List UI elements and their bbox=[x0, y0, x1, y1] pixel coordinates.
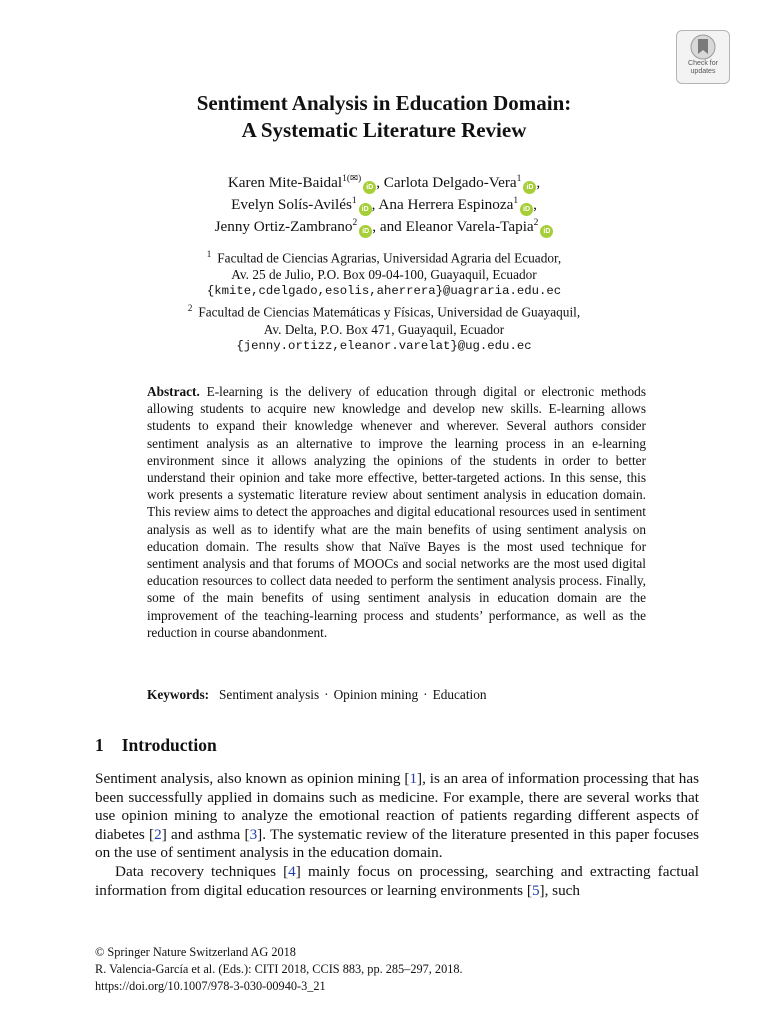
affiliation-1-line-1: $^1$ Facultad de Ciencias Agrarias, Universidad Agraria del Ecuador, bbox=[206, 249, 562, 266]
abstract-label: Abstract. bbox=[147, 384, 200, 399]
body-text bbox=[95, 770, 699, 900]
affiliation-marker: 1 bbox=[206, 249, 212, 259]
orcid-icon[interactable]: iD bbox=[363, 181, 376, 194]
keyword-item: Opinion mining bbox=[333, 687, 419, 702]
affiliations bbox=[0, 246, 768, 355]
badge-label-line2: updates bbox=[690, 68, 716, 75]
author-name: Eleanor Varela-Tapia bbox=[405, 218, 534, 235]
author-name: Karen Mite-Baidal bbox=[227, 174, 343, 191]
orcid-icon[interactable]: iD bbox=[520, 203, 533, 216]
author-name: Carlota Delgado-Vera bbox=[383, 174, 517, 191]
envelope-icon: ✉ bbox=[350, 173, 359, 184]
title-line-2: A Systematic Literature Review bbox=[241, 118, 527, 142]
check-for-updates-badge[interactable] bbox=[676, 30, 730, 84]
orcid-icon[interactable]: iD bbox=[359, 203, 372, 216]
author-affiliation-marker: 2 bbox=[533, 217, 539, 228]
doi-link[interactable]: https://doi.org/10.1007/978-3-030-00940-3_21 bbox=[95, 979, 326, 993]
abstract bbox=[147, 383, 646, 641]
affiliation-1-email[interactable]: {kmite,cdelgado,esolis,aherrera}@uagraria.edu.ec bbox=[206, 284, 562, 299]
citation-line: R. Valencia-García et al. (Eds.): CITI 2018, CCIS 883, pp. 285–297, 2018. bbox=[95, 962, 463, 976]
author-list bbox=[0, 172, 768, 238]
orcid-icon[interactable]: iD bbox=[359, 225, 372, 238]
section-heading bbox=[95, 734, 217, 756]
bookmark-icon bbox=[690, 34, 716, 60]
paper-title bbox=[0, 90, 768, 144]
keyword-item: Sentiment analysis bbox=[219, 687, 320, 702]
paragraph: Data recovery techniques [4] mainly focus on processing, searching and extracting factual information from digital education resources or learning environments [5], such bbox=[95, 862, 699, 899]
author-affiliation-marker: 2 bbox=[352, 217, 358, 228]
affiliation-2-email[interactable]: {jenny.ortizz,eleanor.varelat}@ug.edu.ec bbox=[236, 338, 532, 353]
author-line-1: Karen Mite-Baidal$^{1(✉)}$iD , Carlota Delgado-Vera$^1$iD , bbox=[0, 172, 768, 194]
citation-link[interactable]: 5 bbox=[531, 881, 540, 899]
affiliation-2-line-2: Av. Delta, P.O. Box 471, Guayaquil, Ecuador bbox=[263, 321, 505, 337]
title-line-1: Sentiment Analysis in Education Domain: bbox=[196, 91, 572, 115]
copyright-footer bbox=[95, 944, 463, 995]
affiliation-2-line-1: $^2$ Facultad de Ciencias Matemáticas y Físicas, Universidad de Guayaquil, bbox=[187, 303, 581, 320]
keywords bbox=[147, 686, 646, 703]
author-name: Jenny Ortiz-Zambrano bbox=[214, 218, 353, 235]
author-affiliation-marker: 1(✉) bbox=[342, 173, 362, 184]
author-affiliation-marker: 1 bbox=[351, 195, 357, 206]
author-affiliation-marker: 1 bbox=[516, 173, 522, 184]
abstract-text: E-learning is the delivery of education through digital or electronic methods allowing students to acquire new knowledge and develop new skills. E-learning allows students to expand their knowledge whenever and wherever. Several authors consider sentiment analysis as an alternative to improve the learning process in an e-learning environment since it allows analyzing the opinions of the students in order to better understand their opinion and take more effective, better-targeted actions. In this sense, this work presents a systematic literature review about sentiment analysis in education domain. This review aims to detect the approaches and digital educational resources used in sentiment analysis as well as to identify what are the main benefits of using sentiment analysis on education domain. The results show that Naïve Bayes is the most used technique for sentiment analysis and that forums of MOOCs and social networks are the most used digital education resources to collect data needed to perform the sentiment analysis process. Finally, some of the main benefits of using sentiment analysis in education domain are the improvement of the teaching-learning process and students’ performance, as well as the reduction in course abandonment. bbox=[147, 384, 646, 640]
citation-link[interactable]: 2 bbox=[154, 825, 162, 843]
keywords-label: Keywords: bbox=[147, 687, 210, 702]
section-number: 1 bbox=[95, 735, 104, 755]
author-line-3: Jenny Ortiz-Zambrano$^2$iD , and Eleanor Varela-Tapia$^2$iD bbox=[0, 216, 768, 238]
keyword-item: Education bbox=[432, 687, 487, 702]
affiliation-1-line-2: Av. 25 de Julio, P.O. Box 09-04-100, Guayaquil, Ecuador bbox=[231, 267, 537, 283]
section-title: Introduction bbox=[121, 735, 217, 755]
author-line-2: Evelyn Solís-Avilés$^1$iD , Ana Herrera Espinoza$^1$iD , bbox=[0, 194, 768, 216]
paragraph: Sentiment analysis, also known as opinion mining [1], is an area of information processing that has been successfully applied in domains such as medicine. For example, there are several works that use opinion mining to analyze the emotional reaction of patients regarding different aspects of diabetes [2] and asthma [3]. The systematic review of the literature presented in this paper focuses on the use of sentiment analysis in the education domain. bbox=[95, 770, 699, 862]
citation-link[interactable]: 4 bbox=[288, 862, 296, 880]
citation-link[interactable]: 3 bbox=[249, 825, 258, 843]
author-affiliation-marker: 1 bbox=[513, 195, 519, 206]
keyword-separator: · bbox=[324, 687, 329, 702]
orcid-icon[interactable]: iD bbox=[540, 225, 553, 238]
copyright-line: © Springer Nature Switzerland AG 2018 bbox=[95, 945, 296, 959]
orcid-icon[interactable]: iD bbox=[523, 181, 536, 194]
badge-label-line1: Check for bbox=[688, 60, 718, 67]
affiliation-marker: 2 bbox=[187, 303, 193, 314]
keyword-separator: · bbox=[423, 687, 428, 702]
author-name: Evelyn Solís-Avilés bbox=[231, 196, 352, 213]
author-name: Ana Herrera Espinoza bbox=[378, 196, 514, 213]
citation-link[interactable]: 1 bbox=[409, 770, 418, 787]
